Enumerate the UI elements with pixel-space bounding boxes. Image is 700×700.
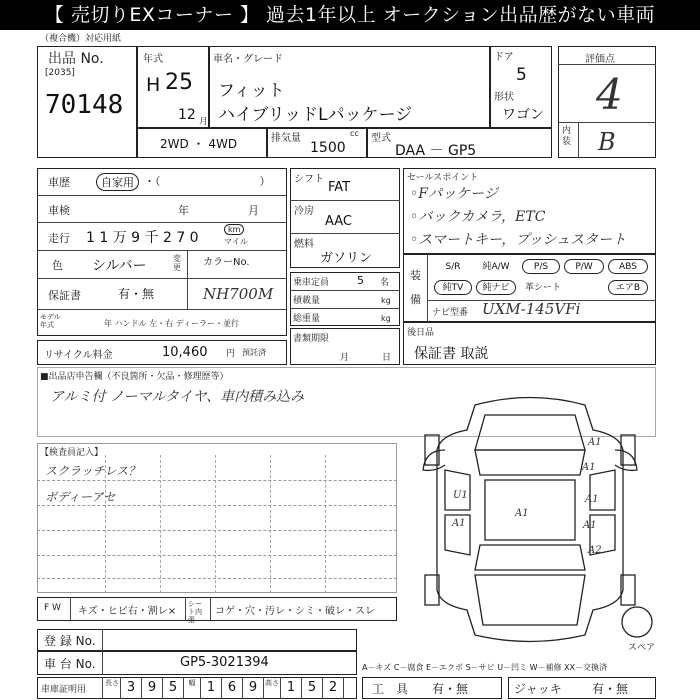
- cert-digit: 9: [147, 680, 157, 695]
- sales-label: セールスポイント: [407, 173, 479, 183]
- lot-label: 出品 No.: [48, 51, 104, 67]
- dmg-mark-3: U1: [453, 490, 468, 501]
- cert-dim-label: 幅: [188, 679, 196, 687]
- inspector-label: 【検査員記入】: [40, 448, 104, 458]
- equip-airbag: エアB: [608, 280, 648, 295]
- cert-digit: 1: [286, 680, 296, 695]
- cert-digit: 5: [307, 680, 317, 695]
- model-label: 型式: [371, 133, 391, 144]
- shift-label: シフト: [294, 174, 324, 185]
- color-value: シルバー: [92, 258, 147, 274]
- recycle-label: リサイクル料金: [44, 350, 113, 361]
- dmg-mark-2: A1: [582, 462, 596, 473]
- displacement-label: 排気量: [271, 133, 301, 144]
- chassis-value: GP5-3021394: [180, 655, 269, 670]
- ac-label: 冷房: [294, 206, 314, 217]
- mileage-label: 走行: [48, 232, 70, 245]
- legend: A－キズ C－腐食 E－エクボ S－サビ U－凹ミ W－補修 XX－交換済: [362, 663, 608, 672]
- cert-digit: 9: [248, 680, 258, 695]
- weight-label: 総重量: [293, 314, 321, 324]
- shape-value: ワゴン: [502, 107, 544, 123]
- cert-digit: 3: [126, 680, 136, 695]
- doors-value: 5: [516, 65, 527, 85]
- report-label: ■出品店申告欄（不良箇所・欠品・修理歴等）: [40, 372, 229, 382]
- navi-value: UXM-145VFi: [482, 300, 581, 318]
- model-year-label: モデル年式: [40, 313, 61, 329]
- color-change: 変更: [173, 254, 181, 272]
- equip-alloy: 純A/W: [482, 262, 510, 272]
- recycle-value: 10,460: [162, 345, 208, 360]
- navi-label: ナビ型番: [432, 308, 469, 318]
- cert-digit: 6: [227, 680, 237, 695]
- left-block: [37, 168, 287, 336]
- expiry-unit: 月: [340, 353, 350, 363]
- jack-label: ジャッキ: [514, 682, 562, 696]
- cert-dim-label: 高さ: [265, 679, 279, 687]
- mileage-unit-mile: マイル: [224, 237, 248, 246]
- chassis-label: 車 台 No.: [44, 657, 96, 671]
- dmg-mark-7: A1: [583, 520, 597, 531]
- dmg-mark-8: A2: [588, 545, 602, 556]
- equip-tv: 純TV: [434, 280, 472, 295]
- color-no-value: NH700M: [203, 285, 274, 303]
- drive-value: 2WD ・ 4WD: [160, 137, 238, 151]
- inspector-line-2: ボディーアセ: [45, 490, 116, 504]
- mileage-unit-km: km: [224, 224, 244, 235]
- year-label: 年式: [143, 54, 163, 65]
- fuel-label: 燃料: [294, 239, 314, 250]
- shape-label: 形状: [494, 92, 514, 103]
- interior-value: B: [598, 128, 616, 156]
- equip-navi: 純ナビ: [476, 280, 516, 295]
- car-name: フィット: [218, 81, 285, 101]
- year-era: H: [146, 74, 161, 96]
- sales-line-1: ◦Fパッケージ: [410, 186, 498, 202]
- sales-line-3: ◦スマートキー，プッシュスタート: [410, 232, 627, 248]
- spare-label: スペア: [628, 643, 656, 653]
- displacement-value: 1500: [310, 140, 346, 156]
- capacity-unit: 名: [380, 278, 390, 288]
- dmg-mark-4: A1: [585, 494, 599, 505]
- capacity-label: 乗車定員: [293, 278, 330, 288]
- dmg-mark-6: A1: [515, 508, 529, 519]
- weight-unit: kg: [381, 314, 391, 323]
- recycle-note: 預託済: [242, 348, 266, 357]
- color-label: 色: [52, 259, 63, 272]
- report-text: アルミ付 ノーマルタイヤ、車内積み込み: [50, 389, 305, 405]
- ac-value: AAC: [325, 214, 352, 229]
- history-private: 自家用: [96, 173, 139, 191]
- cert-dim-label: 長さ: [105, 679, 119, 687]
- score-value: 4: [596, 70, 623, 119]
- warranty-label: 保証書: [48, 289, 81, 302]
- warranty-options: 有・無: [118, 287, 155, 301]
- model-year-rest: 年 ハンドル 左・右 ディーラー・並行: [104, 319, 239, 328]
- tools-value: 有・無: [432, 682, 469, 696]
- car-grade: ハイブリッドLパッケージ: [218, 105, 413, 125]
- banner: 【 売切りEXコーナー 】 過去1年以上 オークション出品歴がない車両: [0, 0, 700, 30]
- interior-label: 内装: [562, 126, 572, 147]
- shift-value: FAT: [328, 180, 351, 195]
- fuel-value: ガソリン: [320, 251, 373, 266]
- cert-digit: 1: [206, 680, 216, 695]
- fw-label: F W: [44, 603, 61, 613]
- sales-line-2: ◦バックカメラ，ETC: [410, 209, 546, 225]
- month-unit: 月: [199, 117, 209, 127]
- registration-label: 登 録 No.: [44, 634, 96, 648]
- year-value: 25: [165, 70, 193, 95]
- cert-label: 車庫証明用: [41, 685, 87, 695]
- recycle-unit: 円: [226, 349, 236, 359]
- inspector-line-1: スクラッチレス？: [45, 464, 141, 478]
- history-label: 車歴: [48, 176, 70, 189]
- color-no-label: カラーNo.: [203, 257, 250, 268]
- expiry-day: 日: [382, 353, 392, 363]
- dmg-mark-1: A1: [588, 437, 602, 448]
- seat-label: シート内張: [188, 600, 202, 624]
- doors-label: ドア: [494, 52, 514, 63]
- equip-leather: 革シート: [524, 283, 561, 293]
- displacement-unit: cc: [350, 129, 359, 138]
- name-label: 車名・グレード: [213, 54, 283, 65]
- load-unit: kg: [381, 296, 391, 305]
- later-value: 保証書 取説: [414, 346, 489, 362]
- form-subtitle: （複合機）対応用紙: [40, 34, 122, 44]
- equip-sr: S/R: [445, 262, 461, 272]
- later-label: 後日品: [407, 328, 435, 338]
- mileage-value: 1 1 万 9 千 2 7 0: [86, 230, 199, 246]
- equipment-label: 装備: [410, 269, 421, 306]
- lot-code: [2035]: [45, 68, 75, 78]
- capacity-value: 5: [357, 274, 364, 287]
- inspection-year: 年: [178, 204, 189, 217]
- month-value: 12: [178, 107, 196, 123]
- equip-abs: ABS: [608, 259, 648, 274]
- inspection-month: 月: [248, 204, 259, 217]
- inspection-label: 車検: [48, 204, 70, 217]
- jack-value: 有・無: [592, 682, 629, 696]
- equip-ps: P/S: [522, 259, 560, 274]
- history-rest: ・（ ）: [144, 175, 271, 188]
- tools-label: 工 具: [372, 682, 409, 696]
- equip-pw: P/W: [564, 259, 604, 274]
- dmg-mark-5: A1: [452, 518, 466, 529]
- car-diagram: [405, 390, 660, 650]
- cert-digit: 2: [328, 680, 338, 695]
- cert-digit: 5: [168, 680, 178, 695]
- lot-number: 70148: [45, 90, 124, 120]
- model-value: DAA － GP5: [395, 143, 477, 159]
- score-label: 評価点: [585, 54, 615, 65]
- load-label: 積載量: [293, 296, 321, 306]
- expiry-label: 書類期限: [293, 334, 330, 344]
- seat-items: コゲ・穴・汚レ・シミ・破レ・スレ: [215, 606, 375, 617]
- fw-items: キズ・ヒビ右・割レ×: [78, 606, 177, 617]
